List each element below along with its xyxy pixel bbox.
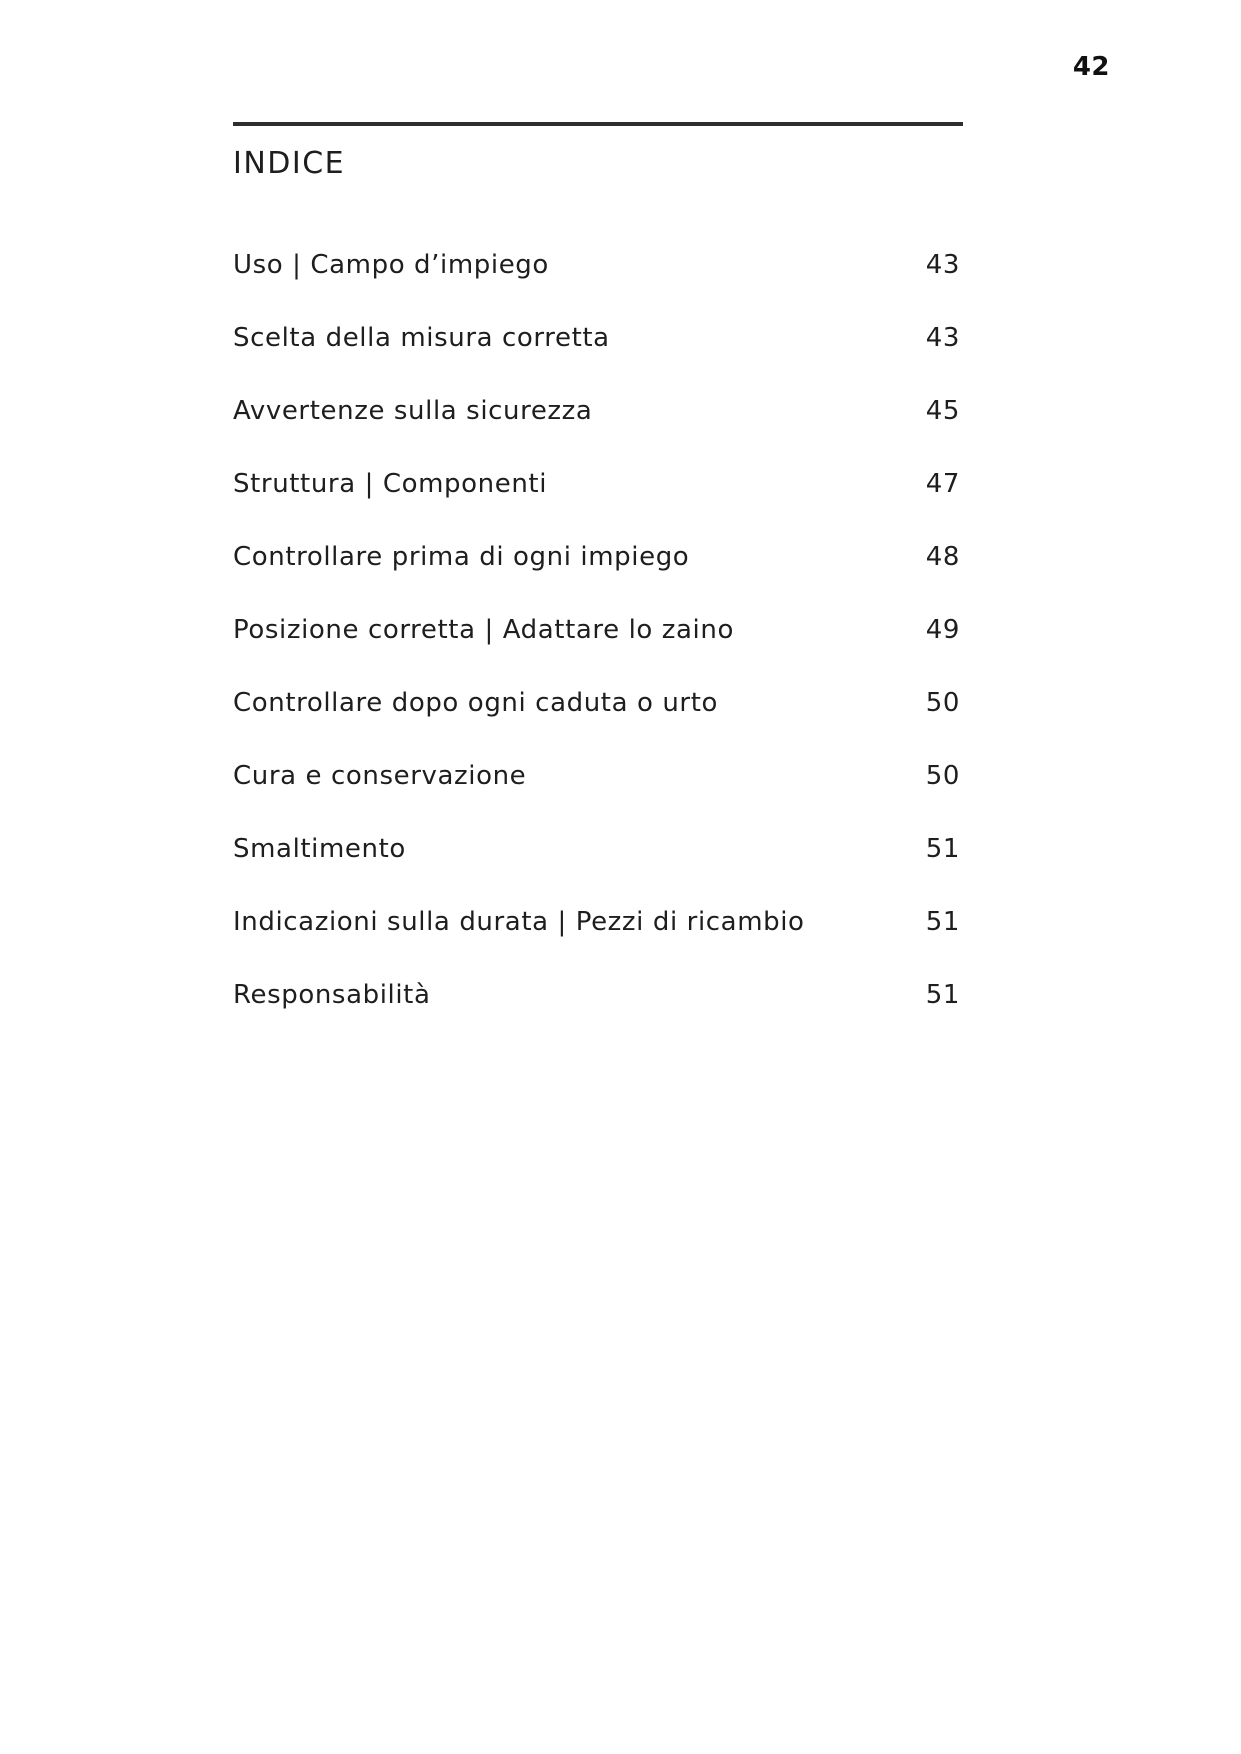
toc-entry-title: Responsabilità <box>233 980 431 1010</box>
toc-entry-page: 48 <box>925 542 960 572</box>
toc-entry[interactable] <box>233 396 960 469</box>
toc-entry[interactable] <box>233 907 960 980</box>
toc-entry[interactable] <box>233 980 960 1053</box>
toc-entry-page: 50 <box>925 761 960 791</box>
toc-entry[interactable] <box>233 469 960 542</box>
toc-entry-page: 43 <box>925 250 960 280</box>
toc-entry[interactable] <box>233 323 960 396</box>
toc-entry-title: Smaltimento <box>233 834 406 864</box>
toc-entry-page: 51 <box>925 980 960 1010</box>
page-title: INDICE <box>233 146 346 181</box>
toc-entry-title: Avvertenze sulla sicurezza <box>233 396 593 426</box>
toc-entry-title: Scelta della misura corretta <box>233 323 610 353</box>
toc-entry-page: 49 <box>925 615 960 645</box>
toc-entry[interactable] <box>233 834 960 907</box>
toc-entry-title: Uso | Campo d’impiego <box>233 250 549 280</box>
toc-entry-page: 51 <box>925 907 960 937</box>
page-number: 42 <box>1072 52 1110 82</box>
toc-entry-page: 51 <box>925 834 960 864</box>
toc-entry-title: Posizione corretta | Adattare lo zaino <box>233 615 734 645</box>
toc-entry[interactable] <box>233 761 960 834</box>
toc-entry-page: 45 <box>925 396 960 426</box>
toc-entry-title: Cura e conservazione <box>233 761 527 791</box>
toc-entry-page: 50 <box>925 688 960 718</box>
toc-entry[interactable] <box>233 688 960 761</box>
header-rule <box>233 122 963 126</box>
toc-entry-title: Controllare prima di ogni impiego <box>233 542 690 572</box>
toc-entry-page: 47 <box>925 469 960 499</box>
toc-entry[interactable] <box>233 250 960 323</box>
toc-entry-title: Struttura | Componenti <box>233 469 548 499</box>
toc-entry[interactable] <box>233 615 960 688</box>
toc-entry[interactable] <box>233 542 960 615</box>
toc-entry-title: Controllare dopo ogni caduta o urto <box>233 688 719 718</box>
toc-entry-page: 43 <box>925 323 960 353</box>
toc-entry-title: Indicazioni sulla durata | Pezzi di ricambio <box>233 907 805 937</box>
table-of-contents <box>233 250 960 1053</box>
